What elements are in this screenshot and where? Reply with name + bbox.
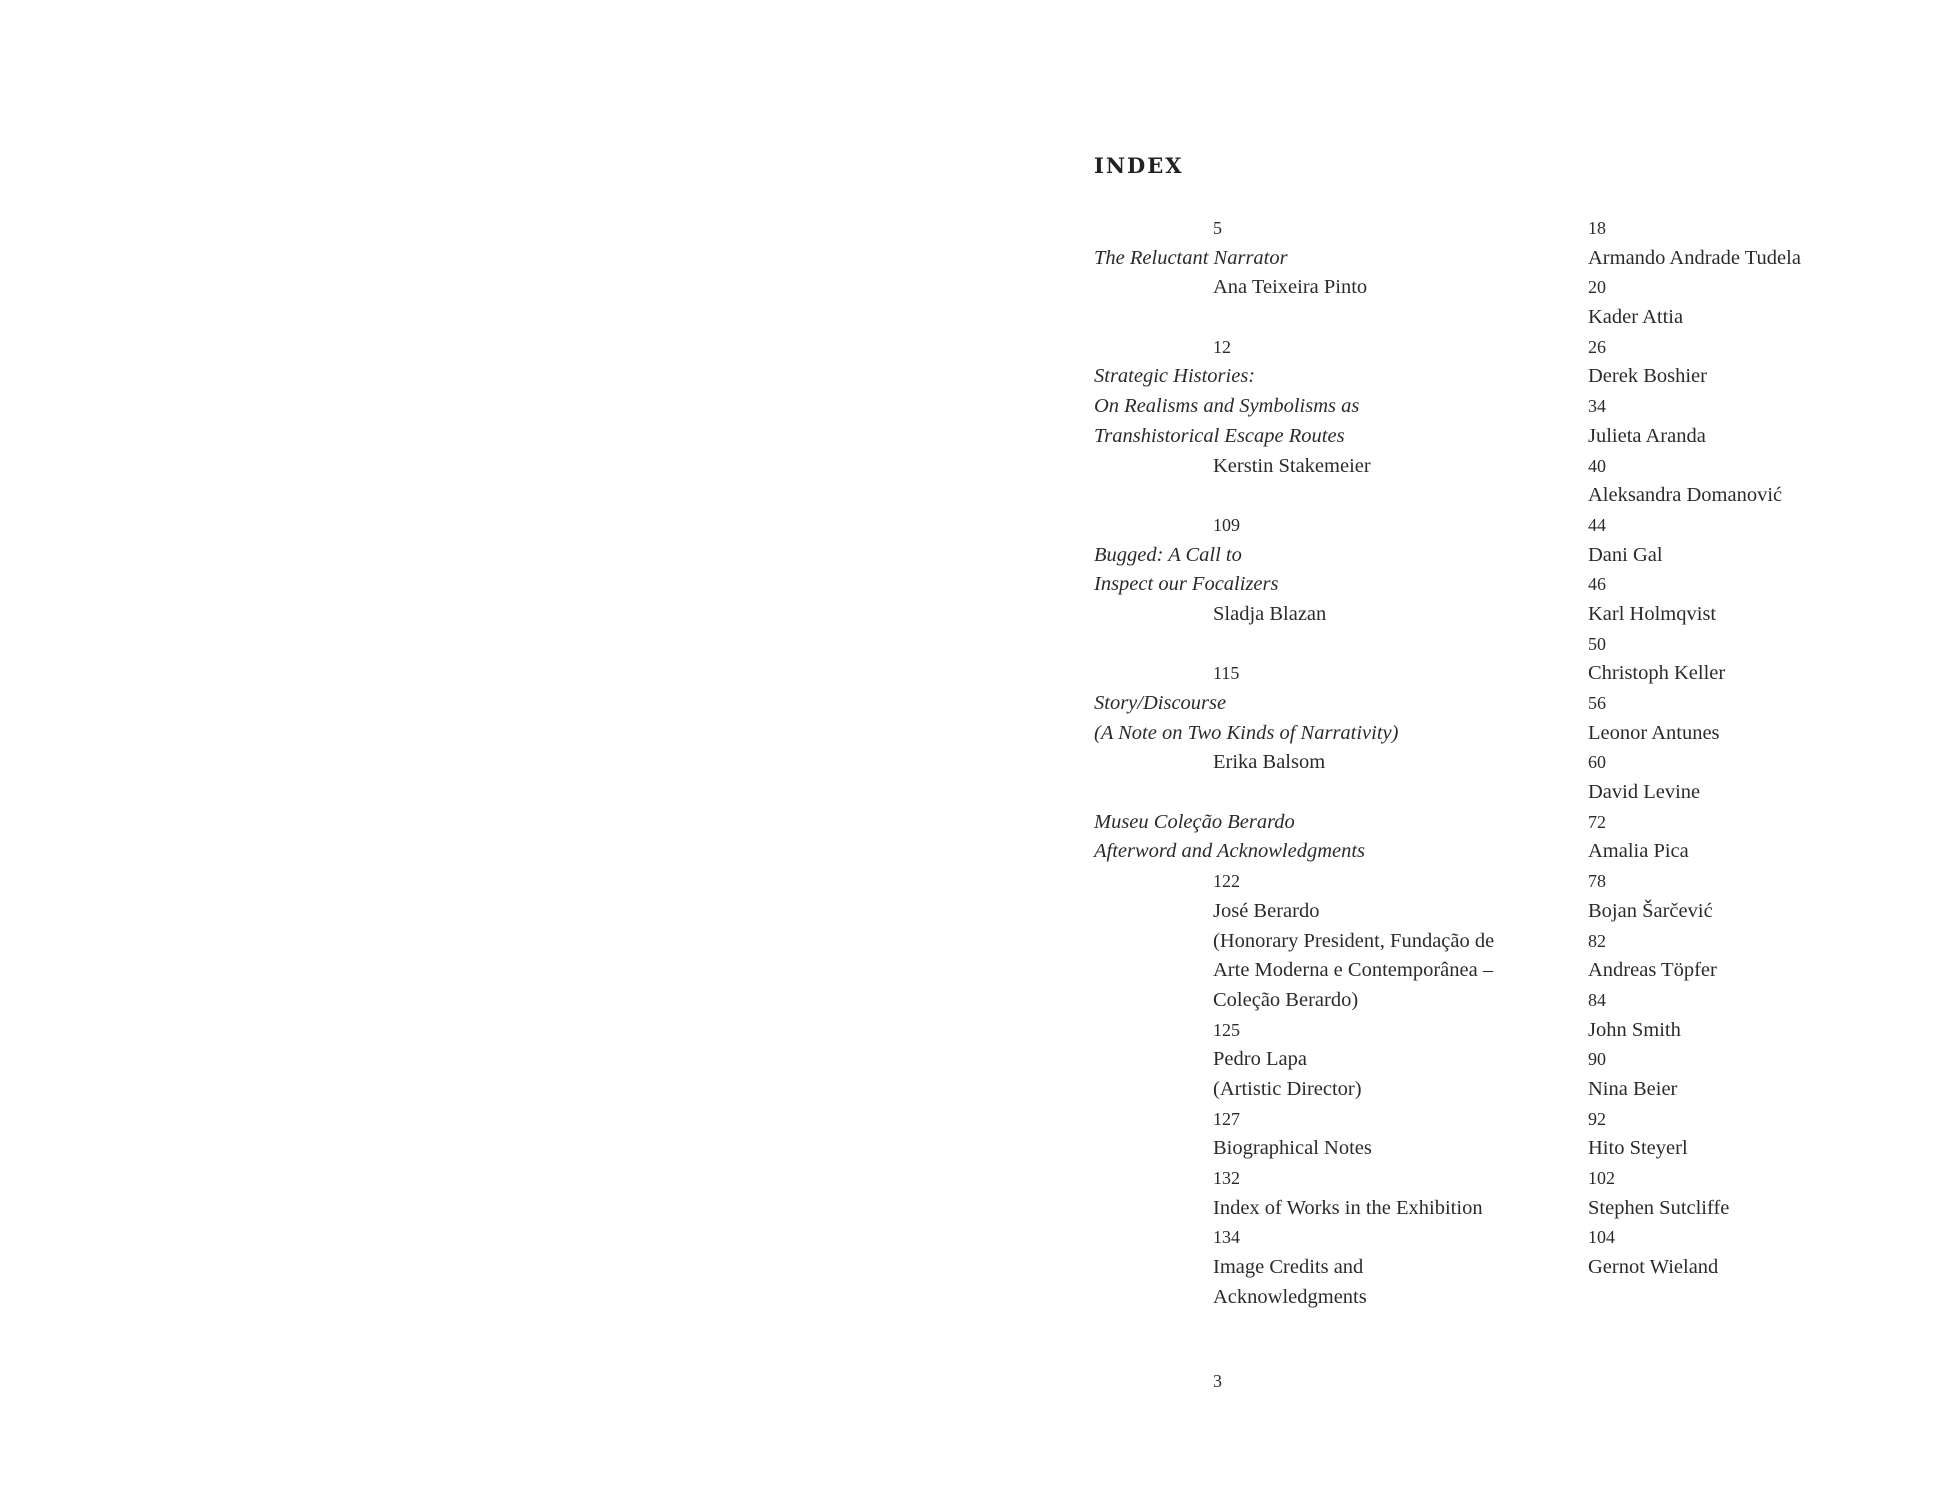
artist-page-number: 92: [1588, 1108, 1606, 1129]
artist-page-number: 20: [1588, 277, 1606, 298]
artist-name: Andreas Töpfer: [1588, 959, 1717, 982]
afterword-title-line: Museu Coleção Berardo: [1094, 810, 1295, 833]
afterword-entry-line: Coleção Berardo): [1213, 988, 1359, 1011]
artist-page-number: 104: [1588, 1227, 1615, 1248]
artist-name: Armando Andrade Tudela: [1588, 246, 1801, 269]
afterword-entry-line: (Honorary President, Fundação de: [1213, 929, 1495, 952]
essay-title-line: Strategic Histories:: [1094, 365, 1256, 388]
artist-page-number: 34: [1588, 396, 1606, 417]
afterword-entry-line: José Berardo: [1213, 899, 1320, 922]
essay-title-line: Bugged: A Call to: [1094, 543, 1242, 566]
essay-title-line: (A Note on Two Kinds of Narrativity): [1094, 721, 1399, 744]
artist-name: Hito Steyerl: [1588, 1137, 1688, 1160]
afterword-page-number: 134: [1213, 1227, 1240, 1248]
artist-name: Nina Beier: [1588, 1077, 1678, 1100]
essay-title-line: Story/Discourse: [1094, 692, 1227, 714]
artist-name: Gernot Wieland: [1588, 1256, 1719, 1279]
artist-name: Derek Boshier: [1588, 365, 1707, 388]
essay-page-number: 115: [1213, 663, 1240, 684]
artist-page-number: 102: [1588, 1168, 1615, 1188]
artist-page-number: 60: [1588, 752, 1606, 773]
artists-column: [1588, 214, 1928, 1283]
artist-name: Julieta Aranda: [1588, 424, 1706, 447]
essay-author: Erika Balsom: [1213, 751, 1326, 774]
artist-page-number: 56: [1588, 693, 1606, 713]
artist-name: Leonor Antunes: [1588, 721, 1720, 744]
artist-page-number: 82: [1588, 930, 1606, 951]
artist-page-number: 40: [1588, 455, 1606, 476]
essay-page-number: 5: [1213, 218, 1222, 238]
artist-name: Christoph Keller: [1588, 662, 1726, 685]
afterword-page-number: 127: [1213, 1108, 1240, 1129]
essay-page-number: 109: [1213, 514, 1240, 535]
artist-name: Stephen Sutcliffe: [1588, 1196, 1730, 1219]
afterword-entry-line: Biographical Notes: [1213, 1137, 1372, 1160]
artist-page-number: 18: [1588, 218, 1606, 238]
essay-title-line: On Realisms and Symbolisms as: [1094, 395, 1360, 418]
artist-name: David Levine: [1588, 781, 1701, 804]
artist-name: Bojan Šarčević: [1588, 899, 1713, 922]
artist-page-number: 26: [1588, 336, 1606, 357]
afterword-entry-line: Pedro Lapa: [1213, 1048, 1307, 1071]
artist-page-number: 50: [1588, 633, 1606, 654]
artist-page-number: 78: [1588, 871, 1606, 892]
essays-column: [1094, 214, 1564, 1312]
essay-title-line: The Reluctant Narrator: [1094, 246, 1288, 269]
artist-name: Dani Gal: [1588, 543, 1663, 566]
artist-name: John Smith: [1588, 1018, 1681, 1041]
afterword-entry-line: Arte Moderna e Contemporânea –: [1213, 959, 1494, 982]
afterword-page-number: 122: [1213, 871, 1240, 892]
afterword-title-line: Afterword and Acknowledgments: [1094, 840, 1366, 863]
afterword-entry-line: Index of Works in the Exhibition: [1213, 1196, 1483, 1219]
index-title: INDEX: [1094, 153, 1184, 178]
artist-name: Amalia Pica: [1588, 840, 1689, 863]
essay-author: Ana Teixeira Pinto: [1213, 276, 1368, 299]
afterword-entry-line: (Artistic Director): [1213, 1077, 1362, 1100]
page-number: 3: [1213, 1371, 1222, 1391]
artist-page-number: 84: [1588, 989, 1606, 1010]
afterword-entry-line: Image Credits and: [1213, 1256, 1364, 1279]
artist-name: Karl Holmqvist: [1588, 602, 1717, 625]
essay-title-line: Inspect our Focalizers: [1094, 573, 1279, 596]
artist-page-number: 72: [1588, 811, 1606, 832]
essay-author: Sladja Blazan: [1213, 602, 1327, 625]
essay-page-number: 12: [1213, 336, 1231, 357]
artist-page-number: 90: [1588, 1049, 1606, 1070]
artist-page-number: 46: [1588, 574, 1606, 595]
artist-name: Kader Attia: [1588, 306, 1684, 329]
afterword-page-number: 132: [1213, 1168, 1240, 1188]
essay-title-line: Transhistorical Escape Routes: [1094, 424, 1345, 447]
artist-name: Aleksandra Domanović: [1588, 484, 1783, 507]
artist-page-number: 44: [1588, 514, 1606, 535]
afterword-entry-line: Acknowledgments: [1213, 1285, 1367, 1308]
afterword-page-number: 125: [1213, 1019, 1240, 1040]
essay-author: Kerstin Stakemeier: [1213, 454, 1371, 477]
